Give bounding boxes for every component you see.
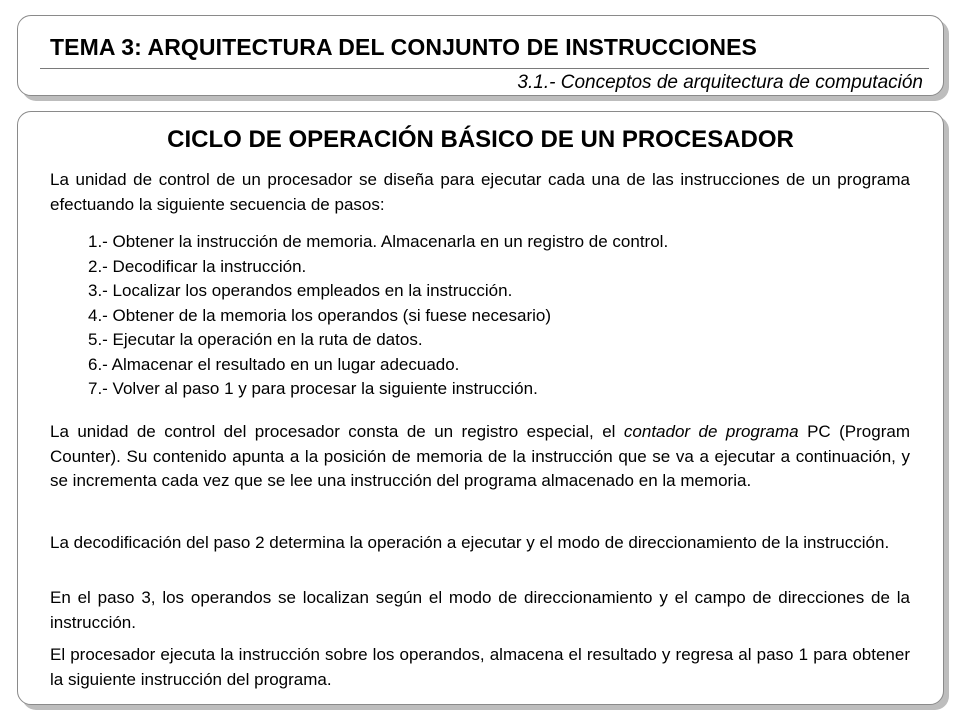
decode-paragraph: La decodificación del paso 2 determina la operación a ejecutar y el modo de direccionamiento de la instrucción.: [50, 533, 890, 552]
pc-paragraph-text-1: La unidad de control del procesador consta de un registro especial, el: [50, 422, 624, 441]
step-item: 3.- Localizar los operandos empleados en la instrucción.: [88, 281, 513, 300]
intro-paragraph: La unidad de control de un procesador se diseña para ejecutar cada una de las instrucciones de un programa efectuando la siguiente secuencia de pasos:: [50, 170, 910, 214]
pc-paragraph-emphasis: contador de programa: [623, 422, 799, 441]
execute-paragraph: El procesador ejecuta la instrucción sobre los operandos, almacena el resultado y regresa al paso 1 para obtener la siguiente instrucción del programa.: [50, 645, 910, 689]
pc-paragraph-text-2: PC (Program Counter). Su contenido apunta a la posición de memoria de la instrucción que se va a ejecutar a continuación, y se incrementa cada vez que se lee una instrucción del programa almacenado en la memoria.: [50, 422, 910, 490]
step-item: 1.- Obtener la instrucción de memoria. Almacenarla en un registro de control.: [88, 232, 669, 251]
section-title: CICLO DE OPERACIÓN BÁSICO DE UN PROCESADOR: [167, 126, 794, 153]
program-counter-paragraph: [50, 420, 910, 494]
step-item: 2.- Decodificar la instrucción.: [88, 256, 307, 276]
slide-header-title: TEMA 3: ARQUITECTURA DEL CONJUNTO DE INSTRUCCIONES: [50, 34, 757, 60]
step-item: 4.- Obtener de la memoria los operandos (si fuese necesario): [88, 305, 552, 325]
step3-paragraph: En el paso 3, los operandos se localizan según el modo de direccionamiento y el campo de direcciones de la instrucción.: [50, 588, 910, 632]
main-content-panel: [17, 111, 944, 705]
step-item: 6.- Almacenar el resultado en un lugar adecuado.: [88, 354, 460, 374]
step-item: 7.- Volver al paso 1 y para procesar la siguiente instrucción.: [88, 379, 538, 398]
header-panel: [17, 15, 944, 96]
header-divider: [40, 68, 929, 69]
slide-header-subtitle: 3.1.- Conceptos de arquitectura de computación: [517, 72, 923, 93]
step-item: 5.- Ejecutar la operación en la ruta de datos.: [88, 330, 423, 349]
steps-list: [88, 230, 668, 402]
